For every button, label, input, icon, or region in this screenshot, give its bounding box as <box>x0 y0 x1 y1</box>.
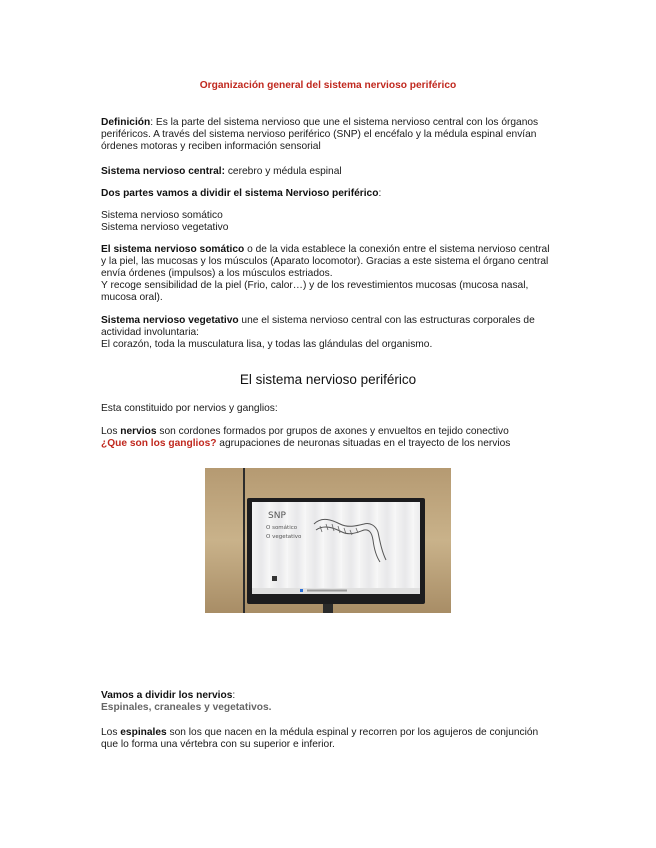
board-text-snp: SNP <box>268 511 286 521</box>
definition-paragraph <box>101 117 553 153</box>
nervios-pre: Los <box>101 426 121 437</box>
somatic-paragraph <box>101 244 553 304</box>
ganglios-text: agrupaciones de neuronas situadas en el trayecto de los nervios <box>216 438 511 450</box>
cable <box>243 468 245 613</box>
dos-partes-paragraph <box>101 188 553 200</box>
monitor-stand <box>323 604 333 613</box>
espinales-text: son los que nacen en la médula espinal y recorren por los agujeros de conjunción que lo forma una vértebra con su superior e inferior. <box>101 727 539 751</box>
part-item-vegetative: Sistema nervioso vegetativo <box>101 222 229 234</box>
part-item-somatic: Sistema nervioso somático <box>101 210 223 221</box>
dividir-paragraph <box>101 690 553 714</box>
vegetative-text-1: une el sistema nervioso central con las estructuras corporales de actividad involuntaria: <box>101 315 535 339</box>
nervios-label: nervios <box>120 426 157 437</box>
nerve-drawing-lower <box>316 527 380 562</box>
vegetative-text-2: El corazón, toda la musculatura lisa, y todas las glándulas del organismo. <box>101 339 433 351</box>
somatic-text-2: Y recoge sensibilidad de la piel (Frio, calor…) y de los revestimientos mucosas (mucosa nasal, mucosa oral). <box>101 280 529 304</box>
snc-label: Sistema nervioso central: <box>101 166 225 177</box>
espinales-pre: Los <box>101 727 121 738</box>
definition-text: : Es la parte del sistema nervioso que une el sistema nervioso central con los órganos periféricos. A través del sistema nervioso periférico (SNP) el encéfalo y la médula espinal envían órdenes motoras y reciben información sensorial <box>101 117 539 153</box>
snc-text: cerebro y médula espinal <box>225 166 342 177</box>
board-cursor-icon <box>272 576 277 581</box>
parts-list <box>101 210 553 234</box>
section-heading: El sistema nervioso periférico <box>239 372 417 387</box>
taskbar-items <box>307 590 347 592</box>
dividir-label: Vamos a dividir los nervios <box>101 690 233 701</box>
snc-paragraph <box>101 166 553 178</box>
nerve-types: Espinales, craneales y vegetativos. <box>101 702 272 714</box>
board-drawing <box>252 502 420 594</box>
somatic-text-1: o de la vida establece la conexión entre el sistema nervioso central y la piel, las mucosas y los músculos (Aparato locomotor). Gracias a este sistema el órgano central envía órdenes (impulsos) a los músculos estriados. <box>101 244 550 280</box>
board-text-vegetative: O vegetativo <box>266 534 302 540</box>
whiteboard-photo <box>205 468 451 613</box>
smartboard-monitor <box>247 498 425 604</box>
espinales-label: espinales <box>120 727 167 738</box>
dividir-colon: : <box>232 690 236 701</box>
smartboard-screen <box>252 502 420 594</box>
dos-partes-colon: : <box>378 188 382 199</box>
espinales-paragraph <box>101 727 553 751</box>
vegetative-paragraph <box>101 315 553 351</box>
somatic-label: El sistema nervioso somático <box>101 244 245 255</box>
nervios-text: son cordones formados por grupos de axones y envueltos en tejido conectivo <box>156 426 509 437</box>
board-text-somatic: O somático <box>266 525 298 531</box>
taskbar-icon <box>300 589 303 592</box>
nerve-drawing-upper <box>314 519 386 560</box>
ganglios-question: ¿Que son los ganglios? <box>101 438 217 450</box>
constituido-paragraph: Esta constituido por nervios y ganglios: <box>101 403 278 414</box>
page-title: Organización general del sistema nervioso periférico <box>199 80 457 91</box>
dos-partes-label: Dos partes vamos a dividir el sistema Nervioso periférico <box>101 188 379 199</box>
vegetative-label: Sistema nervioso vegetativo <box>101 315 239 326</box>
definition-label: Definición <box>101 117 151 128</box>
nervios-ganglios-paragraph <box>101 426 553 450</box>
